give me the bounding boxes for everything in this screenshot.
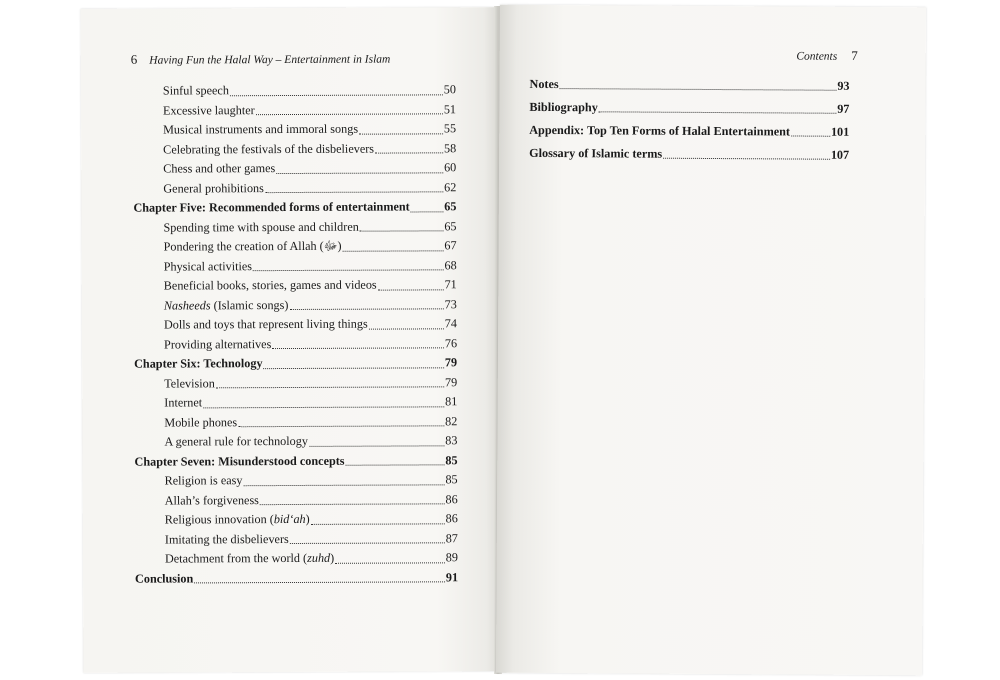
toc-entry-page: 67	[444, 238, 457, 253]
toc-entry	[133, 80, 456, 101]
toc-entry-page: 83	[445, 433, 458, 448]
toc-entry-title: Allah’s forgiveness	[164, 492, 259, 508]
dot-leader	[360, 229, 444, 231]
toc-entry-page: 86	[445, 491, 458, 506]
dot-leader	[238, 424, 444, 427]
toc-entry	[134, 295, 457, 316]
toc-chapter-entry	[134, 353, 457, 374]
toc-entry	[529, 144, 849, 165]
dot-leader	[309, 444, 444, 447]
toc-entry	[135, 470, 458, 491]
right-running-head	[796, 48, 857, 64]
dot-leader	[203, 405, 444, 408]
toc-entry	[135, 509, 458, 530]
dot-leader	[311, 522, 445, 525]
toc-entry-title: General prohibitions	[163, 180, 264, 196]
dot-leader	[243, 483, 444, 486]
toc-entry	[134, 392, 457, 413]
dot-leader	[369, 327, 444, 329]
toc-entry	[133, 158, 456, 179]
toc-entry-page: 62	[444, 179, 457, 194]
toc-entry-page: 82	[445, 413, 458, 428]
toc-entry-title: Notes	[529, 76, 559, 92]
dot-leader	[230, 93, 443, 96]
dot-leader	[359, 132, 443, 134]
dot-leader	[663, 157, 830, 160]
left-running-title: Having Fun the Halal Way – Entertainment in Islam	[149, 53, 391, 67]
dot-leader	[335, 561, 445, 563]
dot-leader	[216, 385, 444, 388]
toc-entry	[135, 548, 458, 569]
toc-entry	[134, 256, 457, 277]
toc-entry-title: Internet	[164, 395, 203, 410]
toc-entry-page: 101	[830, 124, 850, 139]
dot-leader	[343, 249, 444, 251]
toc-entry-page: 91	[445, 569, 459, 584]
dot-leader	[289, 307, 443, 310]
dot-leader	[411, 210, 444, 212]
toc-entry	[135, 529, 458, 550]
dot-leader	[791, 134, 830, 136]
toc-entry-page: 50	[443, 82, 456, 97]
toc-entry-page: 97	[837, 101, 850, 116]
dot-leader	[378, 288, 444, 290]
dot-leader	[290, 541, 445, 544]
dot-leader	[276, 171, 443, 174]
left-page	[81, 7, 500, 673]
toc-entry-page: 79	[444, 355, 458, 370]
toc-entry-title: Chapter Seven: Misunderstood concepts	[134, 453, 345, 469]
toc-entry-title: Spending time with spouse and children	[163, 219, 359, 235]
right-page	[496, 5, 926, 676]
toc-entry-page: 85	[445, 472, 458, 487]
toc-entry-page: 68	[444, 257, 457, 272]
toc-entry-page: 85	[445, 452, 458, 467]
dot-leader	[260, 502, 445, 505]
toc-entry-page: 55	[443, 121, 457, 136]
toc-entry-page: 87	[445, 530, 458, 545]
dot-leader	[272, 346, 444, 349]
toc-entry	[134, 334, 457, 355]
toc-entry-title: Musical instruments and immoral songs	[163, 121, 359, 137]
toc-entry-title: Appendix: Top Ten Forms of Halal Entertainment	[529, 122, 791, 139]
toc-entry-title: Providing alternatives	[163, 336, 272, 352]
toc-entry	[135, 490, 458, 511]
toc-entry-title: Chapter Six: Technology	[134, 356, 263, 371]
toc-entry-page: 81	[445, 394, 458, 409]
dot-leader	[264, 366, 444, 369]
toc-entry-title: Imitating the disbelievers	[164, 531, 289, 547]
toc-entry	[529, 121, 849, 142]
toc-entry-page: 71	[444, 277, 457, 292]
dot-leader	[256, 112, 443, 115]
toc-entry-page: 65	[444, 199, 457, 214]
toc-entry-page: 89	[445, 550, 458, 565]
toc-entry-title: Glossary of Islamic terms	[529, 145, 663, 161]
toc-entry-title: Television	[164, 375, 215, 391]
toc-entry-page: 74	[444, 316, 457, 331]
toc-entry-title: Religious innovation (bid‘ah)	[164, 511, 310, 527]
right-page-number: 7	[851, 47, 858, 63]
toc-entry-title: A general rule for technology	[164, 433, 308, 449]
toc-entry	[133, 217, 456, 238]
toc-entry	[134, 236, 457, 257]
dot-leader	[375, 151, 443, 153]
toc-entry-title: Pondering the creation of Allah (ﷻ)	[163, 238, 342, 254]
dot-leader	[265, 190, 443, 193]
toc-entry	[133, 119, 456, 140]
toc-entry	[530, 75, 850, 96]
toc-list-left	[133, 80, 458, 588]
toc-entry	[134, 431, 457, 452]
toc-entry	[133, 178, 456, 199]
toc-entry-page: 93	[837, 78, 850, 93]
toc-entry-page: 51	[443, 101, 457, 116]
toc-entry-page: 73	[444, 296, 457, 311]
toc-entry	[134, 314, 457, 335]
toc-entry-page: 79	[444, 374, 458, 389]
toc-entry-title: Bibliography	[529, 99, 598, 115]
dot-leader	[599, 110, 836, 113]
toc-entry-page: 58	[443, 140, 457, 155]
toc-entry-page: 107	[830, 147, 850, 162]
toc-chapter-entry	[133, 197, 456, 218]
toc-entry	[134, 412, 457, 433]
toc-entry-title: Sinful speech	[162, 83, 229, 98]
toc-entry-title: Religion is easy	[164, 473, 243, 488]
toc-entry-page: 86	[445, 511, 458, 526]
toc-entry-page: 60	[444, 160, 457, 175]
toc-entry-page: 76	[444, 335, 458, 350]
right-running-title: Contents	[796, 50, 838, 63]
toc-entry	[133, 139, 456, 160]
toc-entry-title: Mobile phones	[164, 414, 238, 430]
dot-leader	[346, 463, 445, 465]
left-page-number: 6	[130, 51, 138, 67]
toc-entry-title: Celebrating the festivals of the disbelievers	[163, 141, 375, 157]
toc-entry-title: Physical activities	[163, 258, 253, 274]
toc-entry-title: Beneficial books, stories, games and videos	[163, 277, 377, 293]
left-running-head	[131, 51, 391, 68]
toc-entry	[133, 100, 456, 121]
toc-entry	[134, 373, 457, 394]
dot-leader	[194, 580, 445, 583]
toc-entry-page: 65	[444, 218, 457, 233]
toc-chapter-entry	[135, 568, 458, 589]
toc-entry-title: Nasheeds (Islamic songs)	[163, 297, 289, 313]
toc-chapter-entry	[134, 451, 457, 472]
toc-entry-title: Dolls and toys that represent living things	[163, 316, 368, 332]
toc-entry-title: Excessive laughter	[162, 102, 255, 118]
toc-entry-title: Chapter Five: Recommended forms of entertainment	[133, 199, 410, 215]
toc-list-right	[529, 75, 850, 169]
toc-entry-title: Detachment from the world (zuhd)	[164, 550, 335, 566]
toc-entry-title: Conclusion	[135, 570, 194, 586]
dot-leader	[253, 268, 443, 271]
toc-entry-title: Chess and other games	[163, 161, 276, 176]
toc-entry	[134, 275, 457, 296]
dot-leader	[560, 87, 837, 91]
toc-entry	[529, 98, 849, 119]
